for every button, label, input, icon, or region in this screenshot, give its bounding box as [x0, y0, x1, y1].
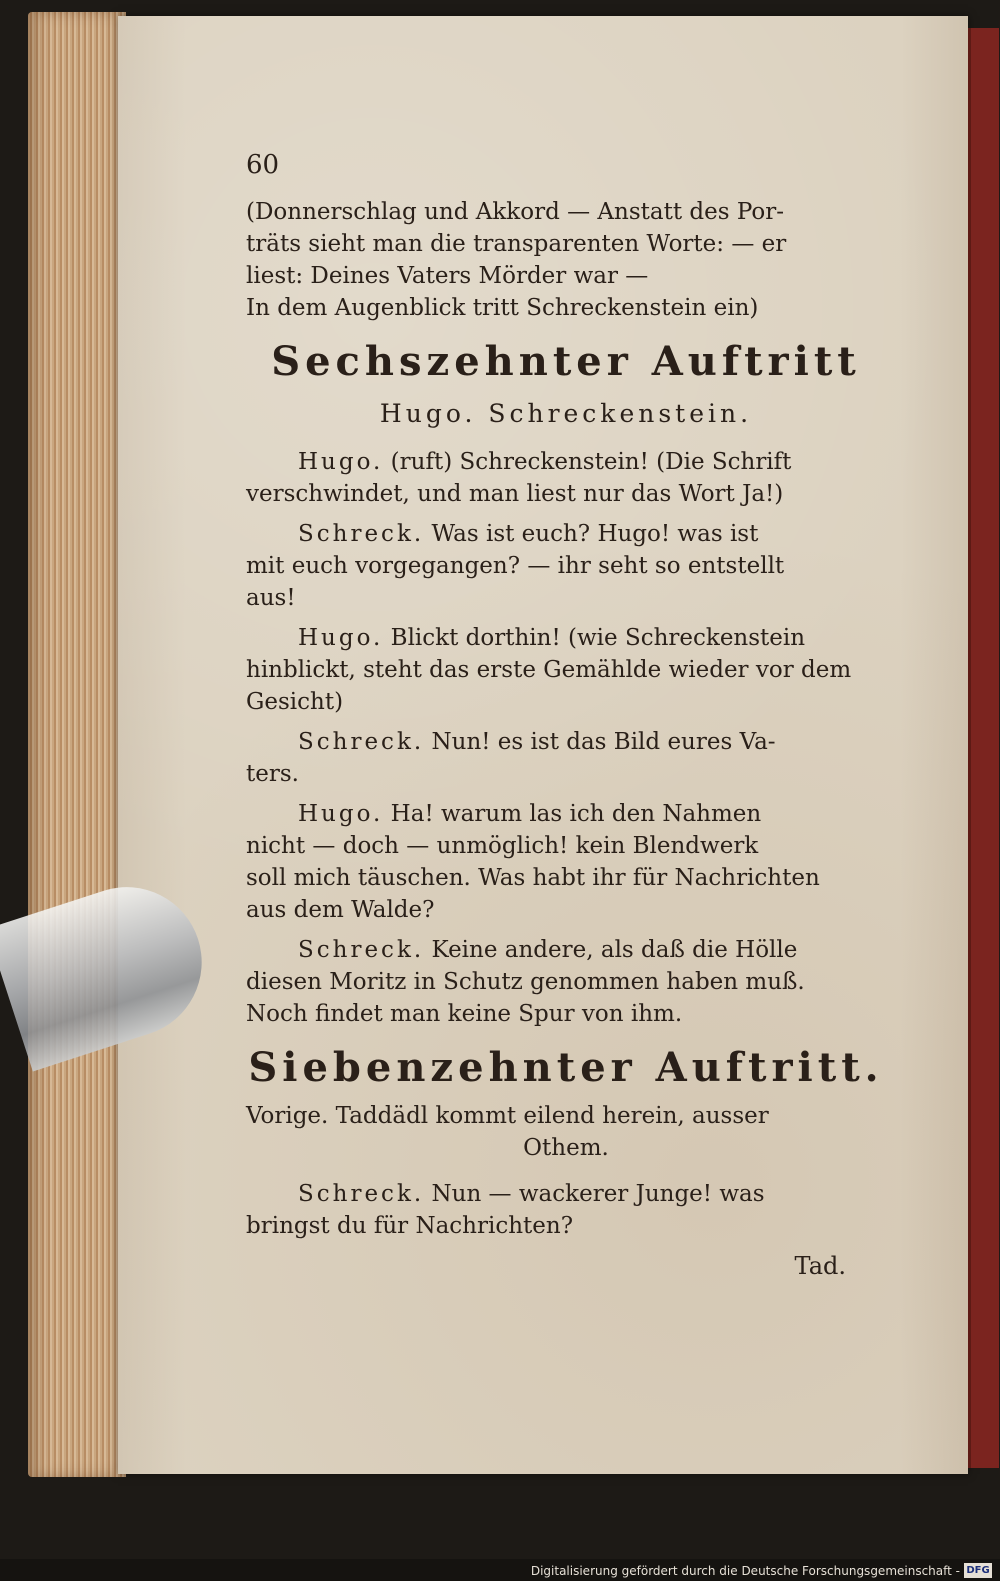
dialogue-paragraph — [246, 518, 886, 614]
line-text: ters. — [246, 761, 299, 787]
line-text: Nun! es ist das Bild eures Va- — [431, 729, 776, 755]
dialogue-paragraph — [246, 934, 886, 1030]
text-line — [246, 582, 886, 614]
speaker-name: Hugo. — [298, 449, 384, 475]
dialogue-block — [246, 1178, 886, 1242]
dialogue-block — [246, 446, 886, 1030]
line-text: hinblickt, steht das erste Gemählde wieder vor dem — [246, 657, 852, 683]
text-line — [246, 446, 886, 478]
text-line — [246, 894, 886, 926]
text-line — [246, 862, 886, 894]
scene-heading: Sechszehnter Auftritt — [271, 338, 861, 385]
next-page-edge — [968, 28, 999, 1468]
scene-characters: Vorige. Taddädl kommt eilend herein, ausser — [246, 1103, 769, 1129]
dialogue-paragraph — [246, 446, 886, 510]
text-line — [246, 550, 886, 582]
dfg-logo: DFG — [964, 1563, 992, 1578]
line-text: Nun — wackerer Junge! was — [431, 1181, 765, 1207]
speaker-name: Hugo. — [298, 625, 384, 651]
scene-characters: Othem. — [523, 1135, 609, 1161]
line-text: nicht — doch — unmöglich! kein Blendwerk — [246, 833, 759, 859]
text-line — [246, 686, 886, 718]
line-text: aus! — [246, 585, 296, 611]
text-line: liest: Deines Vaters Mörder war — — [246, 263, 649, 289]
line-text: Ha! warum las ich den Nahmen — [390, 801, 762, 827]
scene-heading: Siebenzehnter Auftritt. — [248, 1044, 884, 1091]
line-text: verschwindet, und man liest nur das Wort Ja!) — [246, 481, 784, 507]
line-text: Blickt dorthin! (wie Schreckenstein — [390, 625, 806, 651]
line-text: Gesicht) — [246, 689, 344, 715]
line-text: bringst du für Nachrichten? — [246, 1213, 574, 1239]
speaker-name: Schreck. — [298, 937, 425, 963]
dialogue-paragraph — [246, 1178, 886, 1242]
page-text — [246, 150, 886, 1280]
dialogue-paragraph — [246, 726, 886, 790]
scene-characters: Hugo. Schreckenstein. — [379, 399, 753, 428]
text-line — [246, 966, 886, 998]
stage-direction — [246, 196, 886, 324]
catchword: Tad. — [794, 1252, 846, 1280]
text-line — [246, 1210, 886, 1242]
book-page-edges — [28, 12, 126, 1477]
text-line: träts sieht man die transparenten Worte: — er — [246, 231, 787, 257]
line-text: Keine andere, als daß die Hölle — [431, 937, 798, 963]
footer-credit: Digitalisierung gefördert durch die Deutsche Forschungsgemeinschaft - — [530, 1564, 960, 1578]
text-line — [246, 998, 886, 1030]
text-line: (Donnerschlag und Akkord — Anstatt des Por- — [246, 199, 785, 225]
text-line — [246, 518, 886, 550]
text-line — [246, 478, 886, 510]
line-text: Noch findet man keine Spur von ihm. — [246, 1001, 683, 1027]
speaker-name: Schreck. — [298, 521, 425, 547]
line-text: mit euch vorgegangen? — ihr seht so entstellt — [246, 553, 785, 579]
speaker-name: Schreck. — [298, 729, 425, 755]
text-line — [246, 1178, 886, 1210]
text-line — [246, 726, 886, 758]
text-line — [246, 654, 886, 686]
text-line — [246, 830, 886, 862]
page-number: 60 — [246, 150, 280, 180]
dialogue-paragraph — [246, 798, 886, 926]
speaker-name: Hugo. — [298, 801, 384, 827]
line-text: soll mich täuschen. Was habt ihr für Nachrichten — [246, 865, 820, 891]
text-line — [246, 798, 886, 830]
speaker-name: Schreck. — [298, 1181, 425, 1207]
line-text: aus dem Walde? — [246, 897, 435, 923]
text-line — [246, 934, 886, 966]
text-line: In dem Augenblick tritt Schreckenstein ein) — [246, 295, 759, 321]
line-text: diesen Moritz in Schutz genommen haben muß. — [246, 969, 805, 995]
footer-bar — [0, 1559, 1000, 1581]
dialogue-paragraph — [246, 622, 886, 718]
line-text: Was ist euch? Hugo! was ist — [431, 521, 759, 547]
text-line — [246, 622, 886, 654]
line-text: (ruft) Schreckenstein! (Die Schrift — [390, 449, 792, 475]
text-line — [246, 758, 886, 790]
